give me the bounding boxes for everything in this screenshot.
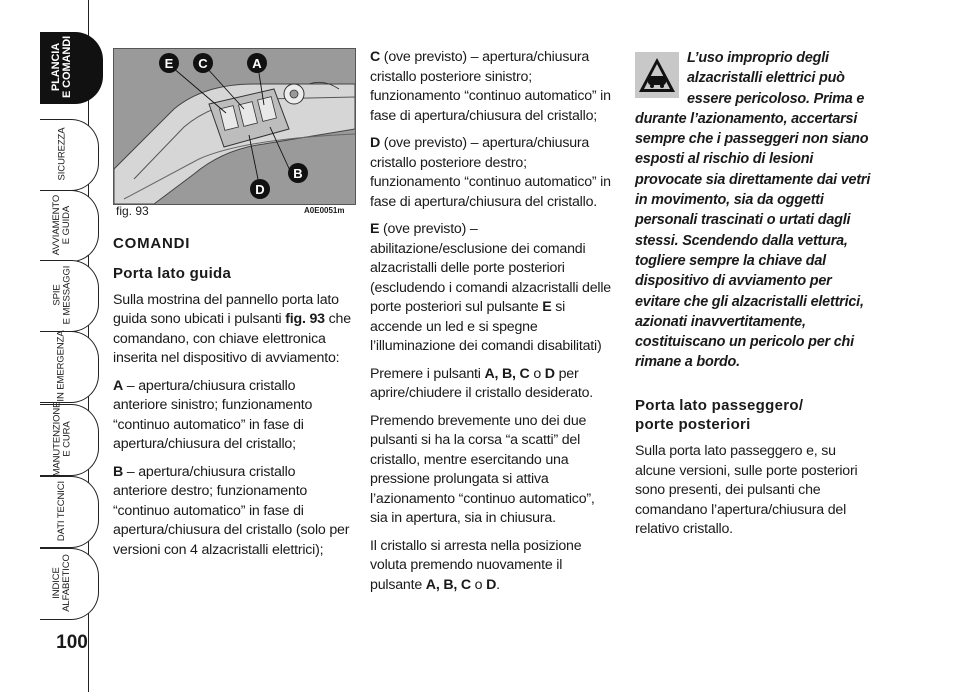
page-number: 100 [56,632,88,653]
figure-code: A0E0051m [304,206,345,215]
subheading-line-1: Porta lato passeggero/ [635,397,804,414]
item-a-text: – apertura/chiusura cristallo anteriore sinistro; funzionamento “continuo automatico” in fase di apertura/chiusura del cristallo; [113,377,313,452]
tab-label: IN EMERGENZA [56,330,67,402]
tab-label: INDICE ALFABETICO [51,554,73,612]
stop-end: . [496,576,500,593]
tab-label: AVVIAMENTO E GUIDA [51,194,73,256]
brief-press-paragraph: Premendo brevemente uno dei due pulsanti si ha la corsa “a scatti” del cristallo, mentre esercitando una pressione prolungata si attiva l’azionamento “continuo automatico”, sia in apertura, sia in chiusura. [370,412,595,526]
press-key-d: D [544,365,555,382]
svg-text:E: E [164,56,174,71]
door-panel-illustration [114,49,355,204]
tab-dati-tecnici[interactable] [0,476,100,542]
subheading-driver-door: Porta lato guida [113,264,232,282]
tab-indice-alfabetico[interactable] [0,548,100,614]
column-1 [113,234,353,568]
item-e-text-b: si accende un led e si spegne l’illuminazione dei comandi disabilitati) [370,299,602,354]
key-e: E [370,221,380,237]
item-e-text-a: (ove previsto) – abilitazione/esclusione dei comandi alzacristalli delle porte posteriori (escludendo i comandi alzacristalli delle porte posteriori sul pulsante [370,221,611,315]
figure-caption: fig. 93 [116,204,149,218]
press-text-a: Premere i pulsanti [370,365,485,382]
item-d [370,134,614,212]
stop-key-d: D [486,576,497,593]
subheading-passenger-doors [635,396,879,434]
item-b-text: – apertura/chiusura cristallo anteriore destro; funzionamento “continuo automatico” in fase di apertura/chiusura del cristallo (solo per versioni con 4 alzacristalli elettrici); [113,463,350,558]
tab-sicurezza[interactable] [0,119,100,185]
tab-manutenzione-e-cura[interactable] [0,401,100,477]
tab-in-emergenza[interactable] [0,330,100,402]
subheading-line-2: porte posteriori [635,416,751,433]
callout-a [247,53,267,73]
chapter-tabs [0,0,104,692]
intro-text-b: che comandano, con chiave elettronica inserita nel dispositivo di avviamento: [113,311,351,366]
stop-or: o [470,576,487,593]
press-paragraph [370,365,614,404]
tab-spie-e-messaggi[interactable] [0,260,100,326]
tab-plancia-e-comandi[interactable] [0,32,100,98]
stop-keys: A, B, C [425,576,471,593]
key-d: D [370,135,381,151]
section-heading: COMANDI [113,235,191,252]
item-b [113,463,353,561]
key-b: B [113,463,124,480]
stop-text-a: Il cristallo si arresta nella posizione voluta premendo nuovamente il pulsante [370,537,582,593]
column-3-body [635,396,879,548]
svg-text:D: D [255,182,265,197]
callout-c [193,53,213,73]
door-switch-figure [113,48,356,205]
intro-text-a: Sulla mostrina del pannello porta lato guida sono ubicati i pulsanti [113,291,339,327]
intro-paragraph [113,291,353,369]
item-a [113,377,353,455]
tab-avviamento-e-guida[interactable] [0,190,100,256]
svg-text:C: C [198,56,208,71]
key-c: C [370,49,381,65]
tab-label: SICUREZZA [56,127,67,181]
callout-d [250,179,270,199]
key-a: A [113,377,124,394]
stop-paragraph [370,537,614,596]
tab-label: DATI TECNICI [56,480,68,542]
press-keys: A, B, C [484,365,530,382]
svg-text:A: A [252,56,262,71]
figure-reference: fig. 93 [285,311,325,327]
press-or: o [529,365,545,382]
callout-e [159,53,179,73]
tab-label: MANUTENZIONE E CURA [51,401,72,477]
key-e-inline: E [542,299,552,315]
item-e [370,220,614,357]
tab-label: PLANCIA E COMANDI [50,35,74,99]
warning-window-hazard-icon [635,52,679,98]
svg-text:B: B [293,166,303,181]
warning-text: L’uso improprio degli alzacristalli elettrici può essere pericoloso. Prima e durante l’azionamento, accertarsi sempre che i passeggeri non siano esposti al rischio di lesioni provocate sia direttamente dai vetri in movimento, sia da oggetti personali trascinati o urtati dagli stessi. Scendendo dalla vettura, togliere sempre la chiave dal dispositivo di avviamento per evitare che gli alzacristalli elettrici, azionati inavvertitamente, costituiscano un pericolo per chi rimane a bordo. [635,50,871,371]
tab-label: SPIE E MESSAGGI [51,265,72,325]
item-c-text: (ove previsto) – apertura/chiusura cristallo posteriore sinistro; funzionamento “continuo automatico” in fase di apertura/chiusura del cristallo; [370,49,611,124]
passenger-doors-paragraph: Sulla porta lato passeggero e, su alcune versioni, sulle porte posteriori sono presenti, dei pulsanti che comandano l’apertura/chiusura del relativo cristallo. [635,443,858,537]
callout-b [288,163,308,183]
item-c [370,48,614,126]
item-d-text: (ove previsto) – apertura/chiusura cristallo posteriore destro; funzionamento “continuo automatico” in fase di apertura/chiusura del cristallo. [370,135,611,210]
warning-box [635,48,878,373]
press-text-b: per aprire/chiudere il cristallo desiderato. [370,365,594,401]
column-2 [370,48,614,603]
